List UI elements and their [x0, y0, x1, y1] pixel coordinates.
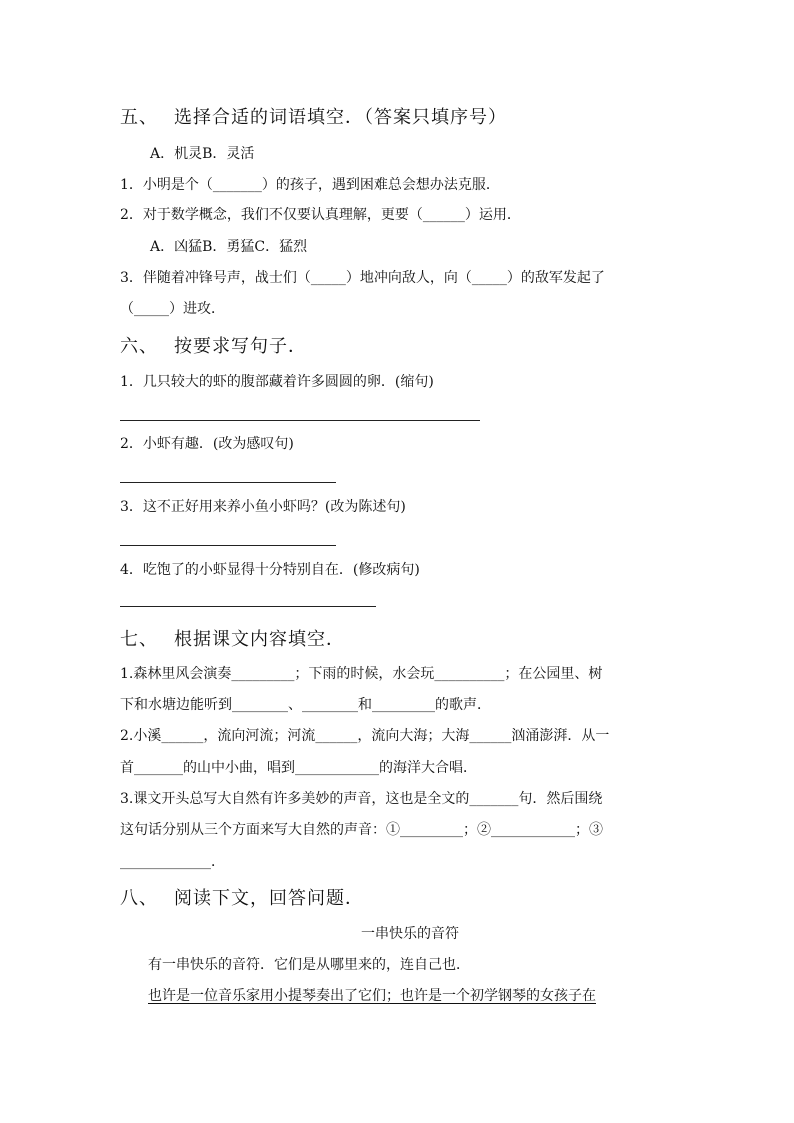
- section-7-number: 七、: [120, 629, 158, 650]
- section-7-question-2-line-2: 首_______的山中小曲，唱到____________的海洋大合唱．: [120, 760, 477, 776]
- answer-line-1[interactable]: [120, 420, 480, 421]
- section-8-heading: [120, 887, 364, 911]
- section-6-question-3: 3．这不正好用来养小鱼小虾吗？(改为陈述句): [120, 499, 406, 515]
- passage-paragraph-2-underlined: 也许是一位音乐家用小提琴奏出了它们；也许是一个初学钢琴的女孩子在: [148, 988, 596, 1004]
- answer-line-2[interactable]: [120, 482, 336, 483]
- section-6-title: 按要求写句子．: [174, 336, 307, 357]
- section-8-number: 八、: [120, 888, 158, 909]
- section-7-title: 根据课文内容填空．: [174, 629, 345, 650]
- answer-line-3[interactable]: [120, 545, 336, 546]
- section-5-options-a: A．机灵B．灵活: [150, 146, 255, 162]
- section-5-number: 五、: [120, 107, 158, 128]
- section-7-question-1-line-2: 下和水塘边能听到________、________和_________的歌声．: [120, 697, 491, 713]
- section-5-question-3-line-1: 3．伴随着冲锋号声，战士们（_____）地冲向敌人，向（_____）的敌军发起了: [120, 270, 605, 286]
- section-7-heading: [120, 628, 345, 652]
- section-5-question-1: 1．小明是个（_______）的孩子，遇到困难总会想办法克服．: [120, 177, 500, 193]
- section-6-question-1: 1．几只较大的虾的腹部藏着许多圆圆的卵．(缩句): [120, 374, 434, 390]
- section-5-heading: [120, 106, 507, 130]
- section-7-question-3-line-1: 3.课文开头总写大自然有许多美妙的声音，这也是全文的_______句．然后围绕: [120, 791, 603, 807]
- section-6-number: 六、: [120, 336, 158, 357]
- section-5-title: 选择合适的词语填空．（答案只填序号）: [174, 107, 507, 128]
- section-5-question-2: 2．对于数学概念，我们不仅要认真理解，更要（______）运用．: [120, 207, 521, 223]
- section-8-title: 阅读下文，回答问题．: [174, 888, 364, 909]
- answer-line-4[interactable]: [120, 606, 376, 607]
- section-5-options-b: A．凶猛B．勇猛C．猛烈: [150, 239, 308, 255]
- section-7-question-3-line-2: 这句话分别从三个方面来写大自然的声音：①_________；②____________；③: [120, 822, 603, 838]
- section-7-question-2-line-1: 2.小溪______，流向河流；河流______，流向大海；大海______汹涌澎湃．从一: [120, 728, 610, 744]
- section-6-question-4: 4．吃饱了的小虾显得十分特别自在．(修改病句): [120, 562, 420, 578]
- section-7-question-1-line-1: 1.森林里风会演奏_________；下雨的时候，水会玩__________；在公园里、树: [120, 666, 603, 682]
- passage-title: 一串快乐的音符: [361, 926, 459, 942]
- section-5-question-3-line-2: （_____）进攻．: [120, 301, 225, 317]
- section-6-heading: [120, 335, 307, 359]
- passage-paragraph-1: 有一串快乐的音符．它们是从哪里来的，连自己也．: [148, 957, 470, 973]
- section-7-question-3-line-3: _____________．: [120, 854, 225, 870]
- section-6-question-2: 2．小虾有趣．(改为感叹句): [120, 436, 294, 452]
